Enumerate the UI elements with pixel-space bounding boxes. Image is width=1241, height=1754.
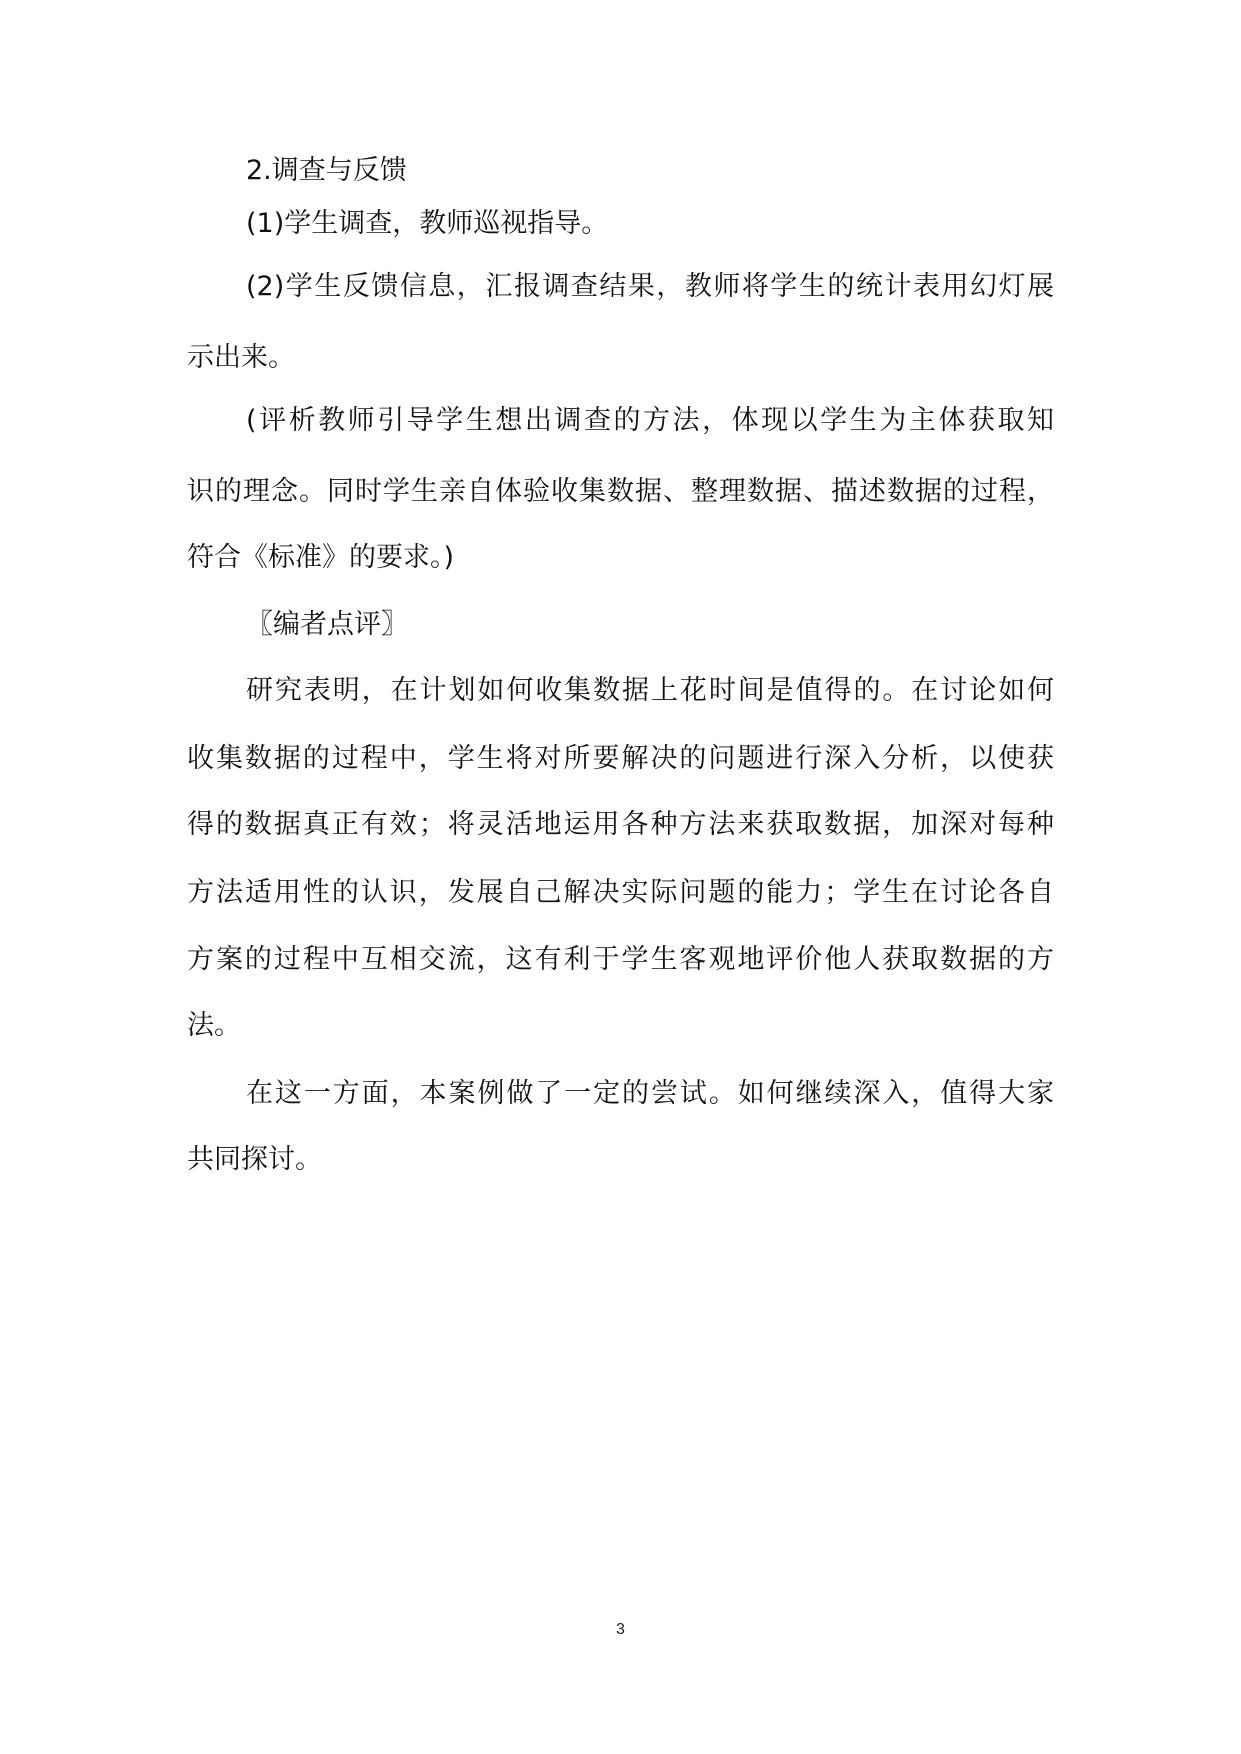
page-number: 3 [616,1621,625,1638]
step-1-line: (1)学生调查，教师巡视指导。 [246,208,609,239]
closing-line-2: 共同探讨。 [187,1144,322,1175]
comment-line-4: 方法适用性的认识，发展自己解决实际问题的能力；学生在讨论各自 [187,877,1054,908]
step-2-line-2: 示出来。 [187,342,295,373]
closing-line-1: 在这一方面，本案例做了一定的尝试。如何继续深入，值得大家 [246,1078,1054,1109]
comment-line-6: 法。 [187,1010,241,1041]
analysis-line-2: 识的理念。同时学生亲自体验收集数据、整理数据、描述数据的过程， [187,476,1054,507]
comment-line-5: 方案的过程中互相交流，这有利于学生客观地评价他人获取数据的方 [187,944,1054,975]
analysis-line-1: (评析教师引导学生想出调查的方法，体现以学生为主体获取知 [246,405,1054,436]
section-heading-survey-feedback: 2.调查与反馈 [246,155,407,186]
comment-line-2: 收集数据的过程中，学生将对所要解决的问题进行深入分析，以使获 [187,743,1054,774]
step-2-line-1: (2)学生反馈信息，汇报调查结果，教师将学生的统计表用幻灯展 [246,271,1054,302]
comment-line-1: 研究表明，在计划如何收集数据上花时间是值得的。在讨论如何 [246,675,1054,706]
analysis-line-3: 符合《标准》的要求。) [187,542,455,573]
comment-line-3: 得的数据真正有效；将灵活地运用各种方法来获取数据，加深对每种 [187,809,1054,840]
editor-comment-heading: 〖编者点评〗 [246,609,408,640]
